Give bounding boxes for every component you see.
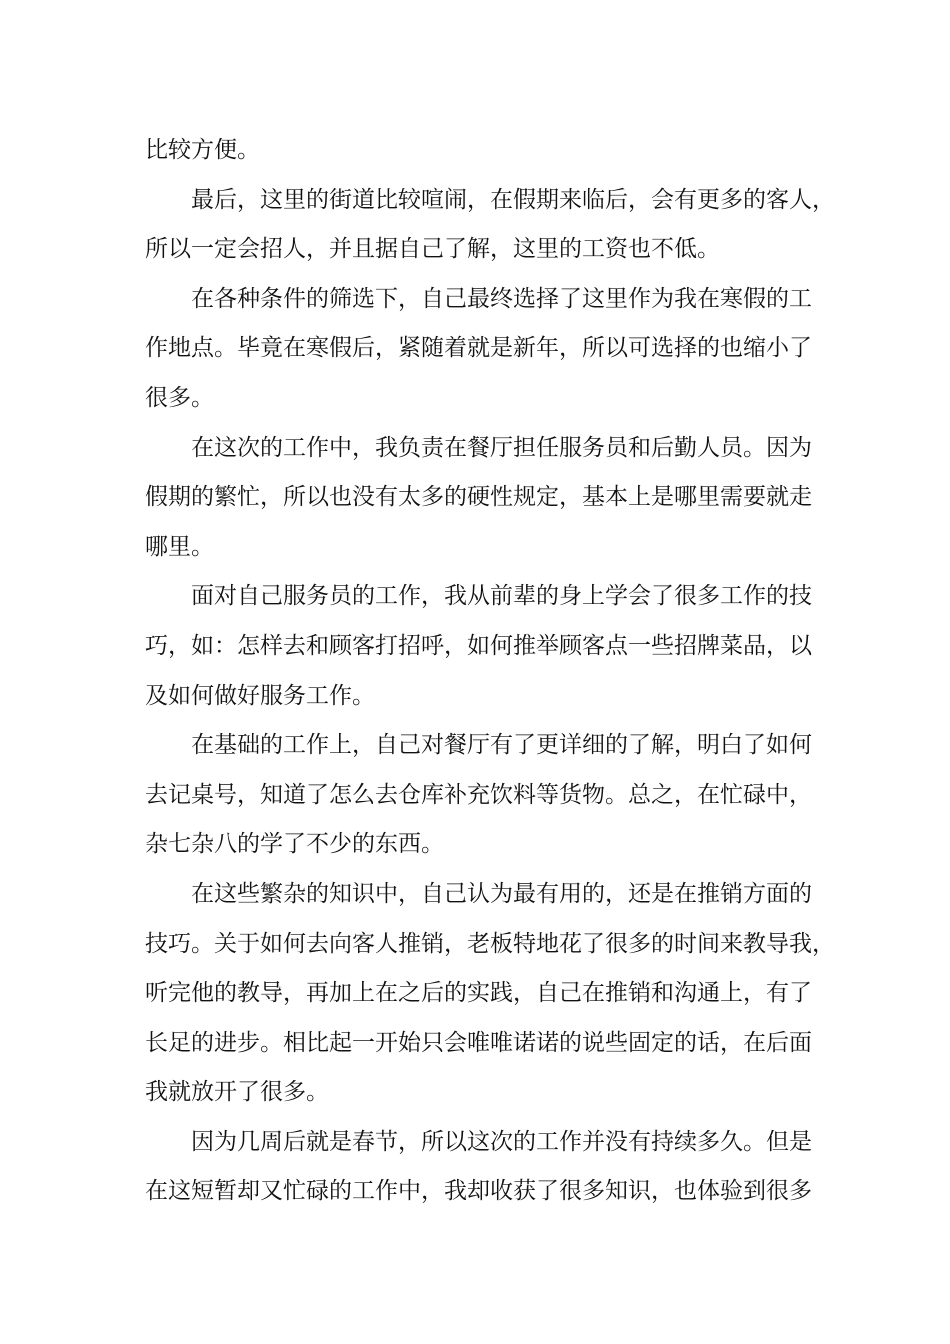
text-line: 长足的进步。相比起一开始只会唯唯诺诺的说些固定的话，在后面 — [145, 1029, 812, 1056]
paragraph-first-line: 因为几周后就是春节，所以这次的工作并没有持续多久。但是 — [191, 1128, 812, 1155]
text-line: 及如何做好服务工作。 — [145, 682, 375, 709]
text-line: 很多。 — [145, 384, 214, 411]
paragraph-first-line: 面对自己服务员的工作，我从前辈的身上学会了很多工作的技 — [191, 583, 812, 610]
text-line: 哪里。 — [145, 533, 214, 560]
text-line: 作地点。毕竟在寒假后，紧随着就是新年，所以可选择的也缩小了 — [145, 335, 812, 362]
text-line: 我就放开了很多。 — [145, 1079, 329, 1106]
text-line: 在这短暂却又忙碌的工作中，我却收获了很多知识，也体验到很多 — [145, 1178, 812, 1205]
text-line: 去记桌号，知道了怎么去仓库补充饮料等货物。总之，在忙碌中， — [145, 781, 812, 808]
text-line: 巧，如：怎样去和顾客打招呼，如何推举顾客点一些招牌菜品，以 — [145, 632, 812, 659]
text-line: 假期的繁忙，所以也没有太多的硬性规定，基本上是哪里需要就走 — [145, 484, 812, 511]
paragraph-first-line: 在基础的工作上，自己对餐厅有了更详细的了解，明白了如何 — [191, 732, 812, 759]
text-line: 比较方便。 — [145, 137, 260, 163]
paragraph-first-line: 最后，这里的街道比较喧闹，在假期来临后，会有更多的客人， — [191, 186, 835, 213]
paragraph-first-line: 在这次的工作中，我负责在餐厅担任服务员和后勤人员。因为 — [191, 434, 812, 461]
text-line: 技巧。关于如何去向客人推销，老板特地花了很多的时间来教导我， — [145, 930, 835, 957]
text-line: 听完他的教导，再加上在之后的实践，自己在推销和沟通上，有了 — [145, 980, 812, 1007]
text-line: 杂七杂八的学了不少的东西。 — [145, 831, 444, 858]
text-line: 所以一定会招人，并且据自己了解，这里的工资也不低。 — [145, 236, 720, 263]
paragraph-first-line: 在这些繁杂的知识中，自己认为最有用的，还是在推销方面的 — [191, 880, 812, 907]
paragraph-first-line: 在各种条件的筛选下，自己最终选择了这里作为我在寒假的工 — [191, 285, 812, 312]
body-text — [145, 126, 835, 1217]
